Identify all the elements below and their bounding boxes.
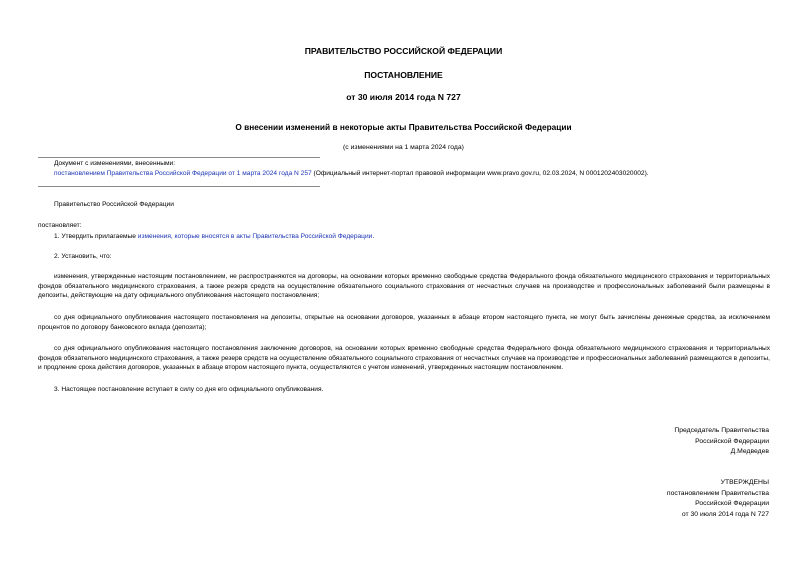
divider-top (38, 157, 320, 158)
document-date-number: от 30 июля 2014 года N 727 (346, 92, 461, 102)
divider-bottom (38, 186, 320, 187)
paragraph-1-prefix: 1. Утвердить прилагаемые (54, 233, 138, 240)
paragraph-2a: изменения, утвержденные настоящим постановлением, не распространяются на договоры, на основании которых временно свободные средства Федерального фонда обязательного медицинского страхования и территориальных фондов обязательного медицинского страхования, а также резерв средств на осуществление обязательного социального страхования от несчастных случаев на производстве и профессиональных заболеваний были размещены в депозиты, действующие на дату официального опубликования настоящего постановления; (38, 273, 770, 300)
signatory-org: Российской Федерации (695, 437, 769, 445)
approved-label: УТВЕРЖДЕНЫ (720, 479, 769, 486)
amending-decree-link[interactable]: постановлением Правительства Российской Федерации от 1 марта 2024 года N 257 (54, 169, 312, 177)
decree-word: постановляет: (38, 222, 82, 229)
approval-block (667, 478, 769, 520)
document-type: ПОСТАНОВЛЕНИЕ (364, 70, 443, 80)
intro-text: Правительство Российской Федерации (54, 201, 174, 208)
paragraph-2c: со дня официального опубликования настоящего постановления заключение договоров, на основании которых временно свободные средства Федерального фонда обязательного медицинского страхования и территориальных фондов обязательного медицинского страхования, а также резерв средств на осуществление обязательного социального страхования от несчастных случаев на производстве и профессиональных заболеваний размещаются в депозиты, и продление срока действия договоров, указанных в абзаце втором настоящего пункта, осуществляются с учетом изменений, утвержденных настоящим постановлением. (38, 345, 770, 372)
approved-org: Российской Федерации (695, 500, 769, 508)
changes-block (54, 159, 770, 178)
changes-entry (54, 169, 770, 179)
approved-date: от 30 июля 2014 года N 727 (681, 510, 769, 518)
paragraph-1 (54, 232, 786, 242)
government-heading: ПРАВИТЕЛЬСТВО РОССИЙСКОЙ ФЕДЕРАЦИИ (304, 46, 503, 56)
approved-changes-link[interactable]: изменения, которые вносятся в акты Правительства Российской Федерации (137, 233, 373, 240)
publication-source: (Официальный интернет-портал правовой информации www.pravo.gov.ru, 02.03.2024, N 0001202403020002). (311, 169, 649, 177)
paragraph-2b: со дня официального опубликования настоящего постановления на депозиты, открытые на основании договоров, указанных в абзаце втором настоящего пункта, не могут быть зачислены денежные средства, за исключением процентов по договору банковского вклада (депозита); (38, 314, 770, 331)
approved-by: постановлением Правительства (666, 489, 769, 497)
document-title: О внесении изменений в некоторые акты Правительства Российской Федерации (235, 122, 572, 132)
changes-label: Документ с изменениями, внесенными: (54, 160, 176, 167)
signature-block (674, 426, 769, 458)
revision-note: (с изменениями на 1 марта 2024 года) (343, 144, 464, 151)
paragraph-3: 3. Настоящее постановление вступает в силу со дня его официального опубликования. (54, 386, 324, 393)
paragraph-1-suffix: . (372, 233, 375, 240)
paragraph-2: 2. Установить, что: (54, 253, 112, 260)
signatory-position: Председатель Правительства (674, 427, 769, 434)
signatory-name: Д.Медведев (730, 448, 769, 456)
